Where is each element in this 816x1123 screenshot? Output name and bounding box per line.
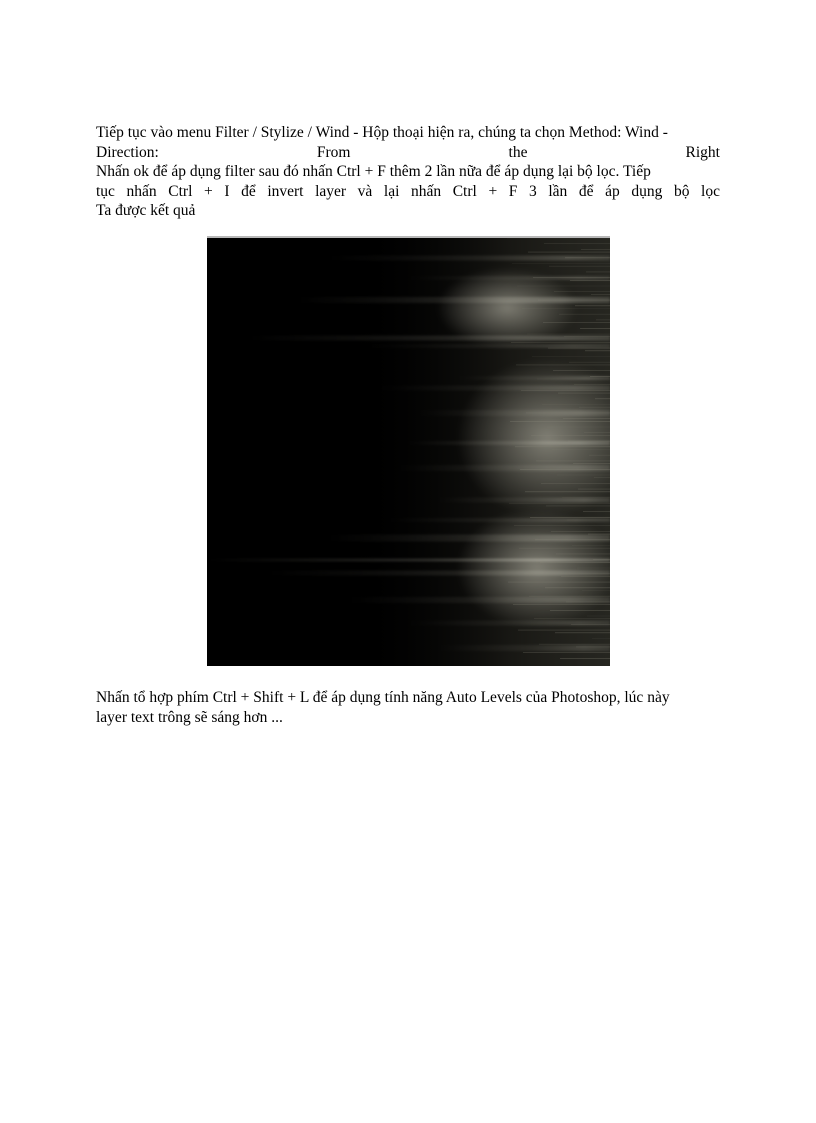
word: Right bbox=[685, 143, 720, 161]
word: để bbox=[241, 182, 256, 200]
wind-streak bbox=[367, 344, 610, 348]
justified-line-direction bbox=[96, 143, 720, 163]
word: bộ bbox=[673, 182, 690, 200]
word: I bbox=[224, 182, 230, 200]
word: layer bbox=[315, 182, 347, 200]
text-line: Nhấn tổ hợp phím Ctrl + Shift + L để áp dụng tính năng Auto Levels của Photoshop, lúc này bbox=[96, 689, 670, 706]
word: dụng bbox=[631, 182, 663, 200]
text-line: Ta được kết quả bbox=[96, 202, 196, 219]
word: và bbox=[357, 182, 373, 200]
wind-streaks-graphic bbox=[207, 238, 610, 666]
wind-effect-image bbox=[207, 236, 610, 666]
text-line: layer text trông sẽ sáng hơn ... bbox=[96, 708, 283, 726]
wind-streak bbox=[437, 498, 610, 503]
justified-line-invert bbox=[96, 182, 720, 202]
auto-levels-paragraph bbox=[96, 688, 720, 727]
word: F bbox=[508, 182, 518, 200]
word: nhấn bbox=[410, 182, 442, 200]
wind-streak bbox=[407, 276, 610, 280]
word: lại bbox=[383, 182, 400, 200]
word: + bbox=[203, 182, 213, 200]
wind-streak bbox=[407, 621, 610, 626]
word: 3 bbox=[529, 182, 537, 200]
word: tục bbox=[96, 182, 115, 200]
wind-streak bbox=[407, 441, 610, 445]
word: Ctrl bbox=[168, 182, 193, 200]
word: lần bbox=[548, 182, 568, 200]
wind-streak bbox=[437, 645, 610, 651]
text-line: Tiếp tục vào menu Filter / Stylize / Wind - Hộp thoại hiện ra, chúng ta chọn Method: Wind - bbox=[96, 124, 668, 141]
word: the bbox=[508, 143, 528, 161]
word: áp bbox=[605, 182, 620, 200]
text-line: Nhấn ok để áp dụng filter sau đó nhấn Ctrl + F thêm 2 lần nữa để áp dụng lại bộ lọc. Tiếp bbox=[96, 163, 651, 180]
word: From bbox=[316, 143, 351, 161]
wind-streak bbox=[377, 386, 610, 391]
word: invert bbox=[267, 182, 304, 200]
wind-streak bbox=[207, 559, 610, 562]
wind-streak bbox=[247, 336, 610, 341]
word: để bbox=[578, 182, 594, 200]
wind-streak bbox=[457, 376, 610, 380]
word: nhấn bbox=[126, 182, 157, 200]
wind-streak bbox=[327, 535, 610, 542]
word: lọc bbox=[701, 182, 720, 200]
wind-streak bbox=[397, 465, 610, 471]
wind-streak bbox=[267, 571, 610, 576]
word: Ctrl bbox=[452, 182, 477, 200]
word: + bbox=[488, 182, 498, 200]
word: Direction: bbox=[96, 143, 159, 161]
instruction-paragraph bbox=[96, 123, 720, 221]
